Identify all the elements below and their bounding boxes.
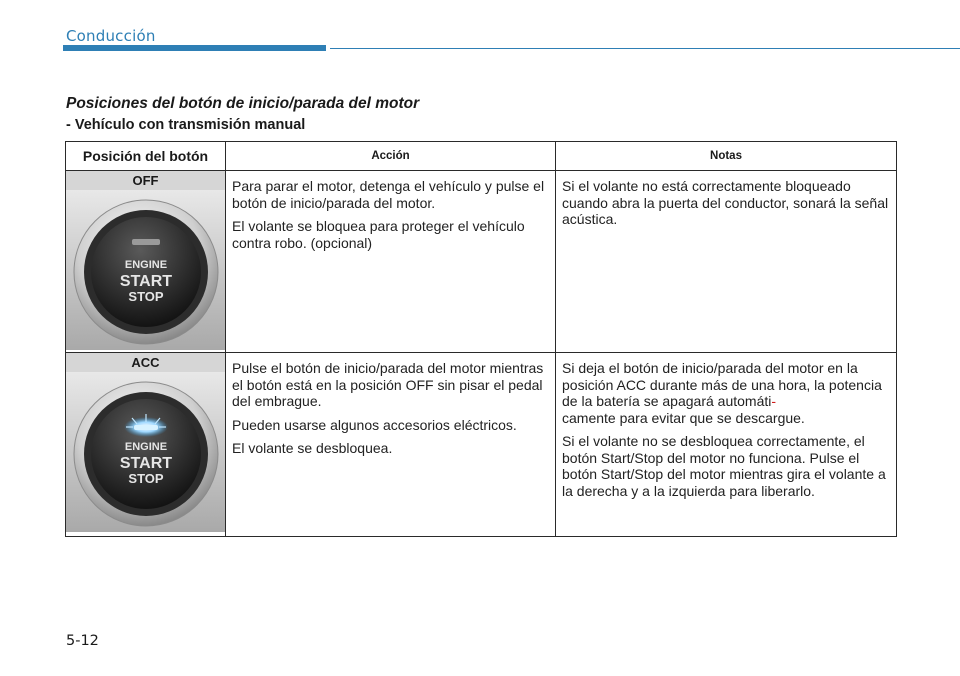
action-off-p1: Para parar el motor, detenga el vehículo y pulse el botón de inicio/parada del motor.	[232, 178, 545, 211]
position-cell-off	[66, 171, 226, 353]
notes-acc-p1	[562, 360, 890, 426]
action-cell-acc	[226, 353, 556, 537]
engine-button-off-image	[66, 190, 225, 350]
notes-acc-p1-start: Si deja el botón de inicio/parada del motor en la posición ACC durante más de una hora, la potencia de la batería se apagará automáti	[562, 360, 882, 409]
engine-button-acc-image	[66, 372, 225, 532]
button-text-stop: STOP	[128, 289, 164, 304]
notes-cell-off	[556, 171, 897, 353]
section-rule-thin	[330, 48, 960, 49]
document-subheading: - Vehículo con transmisión manual	[66, 117, 306, 133]
notes-cell-acc	[556, 353, 897, 537]
position-cell-acc	[66, 353, 226, 537]
action-acc-p2: Pueden usarse algunos accesorios eléctricos.	[232, 416, 517, 433]
button-text-start: START	[119, 455, 173, 472]
section-rule-thick	[63, 45, 326, 51]
notes-acc-p2: Si el volante no se desbloquea correctamente, el botón Start/Stop del motor no funciona. Pulse el botón Start/Stop del motor mientras gira el volante a la derecha y a la izquierda para liberarlo.	[562, 433, 886, 499]
table-row-acc	[66, 353, 897, 537]
button-text-stop: STOP	[128, 471, 164, 486]
action-off-p2: El volante se bloquea para proteger el vehículo contra robo. (opcional)	[232, 218, 525, 251]
column-header-action: Acción	[226, 142, 556, 171]
section-title: Conducción	[66, 27, 156, 45]
notes-acc-p1-end: camente para evitar que se descargue.	[562, 409, 805, 426]
position-label-acc: ACC	[66, 353, 225, 372]
button-positions-table	[65, 141, 897, 537]
position-label-off: OFF	[66, 171, 225, 190]
table-row-off	[66, 171, 897, 353]
action-acc-p1: Pulse el botón de inicio/parada del motor mientras el botón está en la posición OFF sin pisar el pedal del embrague.	[232, 360, 544, 409]
notes-off-p1: Si el volante no está correctamente bloqueado cuando abra la puerta del conductor, sonará la señal acústica.	[562, 178, 889, 227]
column-header-notes: Notas	[556, 142, 897, 171]
document-heading: Posiciones del botón de inicio/parada del motor	[66, 95, 420, 112]
button-text-start: START	[119, 273, 173, 290]
table-header-row	[66, 142, 897, 171]
button-text-engine: ENGINE	[124, 441, 168, 453]
button-text-engine: ENGINE	[124, 259, 168, 271]
column-header-position: Posición del botón	[66, 142, 226, 171]
page-number: 5-12	[66, 633, 99, 649]
action-cell-off	[226, 171, 556, 353]
action-acc-p3: El volante se desbloquea.	[232, 440, 393, 456]
hyphen-mark: -	[771, 393, 777, 409]
